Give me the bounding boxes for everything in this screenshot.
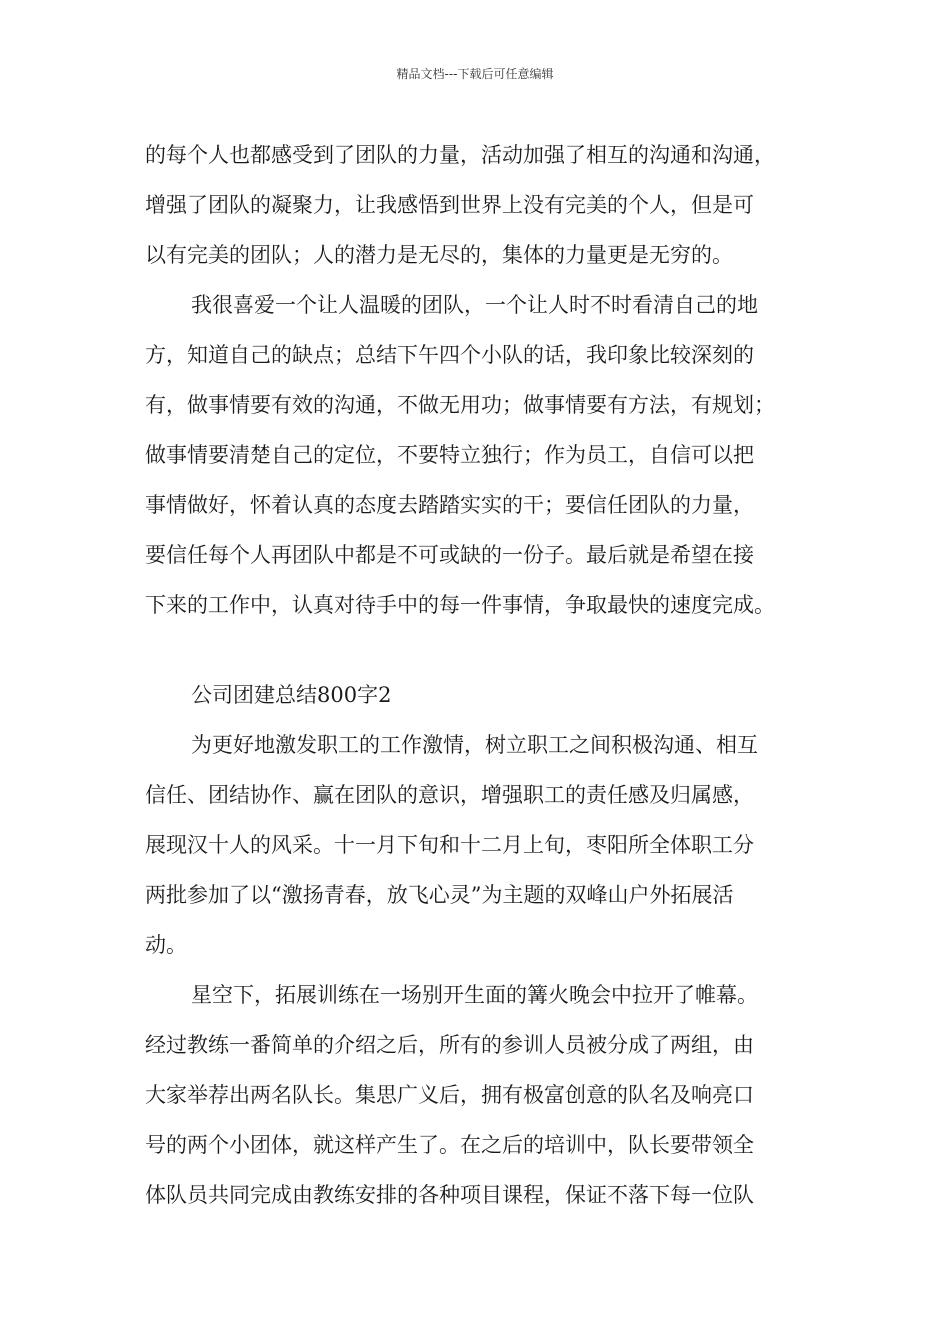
text-line: 方，知道自己的缺点；总结下午四个小队的话，我印象比较深刻的 — [145, 343, 754, 367]
text-line: 展现汉十人的风采。十一月下旬和十二月上旬，枣阳所全体职工分 — [145, 833, 754, 857]
section-heading — [145, 670, 825, 720]
text-line: 大家举荐出两名队长。集思广义后，拥有极富创意的队名及响亮口 — [145, 1083, 754, 1107]
text-line: 信任、团结协作、赢在团队的意识，增强职工的责任感及归属感， — [145, 783, 754, 807]
text-line: 两批参加了以“激扬青春，放飞心灵”为主题的双峰山户外拓展活 — [145, 883, 734, 907]
section-spacer — [145, 630, 825, 670]
text-line: 要信任每个人再团队中都是不可或缺的一份子。最后就是希望在接 — [145, 543, 754, 567]
document-body — [145, 130, 825, 1220]
text-line: 的每个人也都感受到了团队的力量，活动加强了相互的沟通和沟通， — [145, 143, 775, 167]
text-line: 为更好地激发职工的工作激情，树立职工之间积极沟通、相互 — [191, 733, 758, 757]
paragraph-3 — [145, 720, 825, 970]
section-title: 公司团建总结800字2 — [191, 683, 392, 707]
text-line: 有，做事情要有效的沟通，不做无用功；做事情要有方法，有规划； — [145, 393, 775, 417]
text-line: 星空下，拓展训练在一场别开生面的篝火晚会中拉开了帷幕。 — [191, 983, 758, 1007]
text-line: 增强了团队的凝聚力，让我感悟到世界上没有完美的个人，但是可 — [145, 193, 754, 217]
text-line: 我很喜爱一个让人温暖的团队，一个让人时不时看清自己的地 — [191, 293, 758, 317]
text-line: 体队员共同完成由教练安排的各种项目课程，保证不落下每一位队 — [145, 1183, 754, 1207]
text-line: 号的两个小团体，就这样产生了。在之后的培训中，队长要带领全 — [145, 1133, 754, 1157]
paragraph-4 — [145, 970, 825, 1220]
paragraph-1 — [145, 130, 825, 280]
text-line: 动。 — [145, 933, 187, 957]
page-header: 精品文档---下载后可任意编辑 — [396, 67, 554, 81]
text-line: 做事情要清楚自己的定位，不要特立独行；作为员工，自信可以把 — [145, 443, 754, 467]
paragraph-2 — [145, 280, 825, 630]
text-line: 事情做好，怀着认真的态度去踏踏实实的干；要信任团队的力量， — [145, 493, 754, 517]
text-line: 以有完美的团队；人的潜力是无尽的，集体的力量更是无穷的。 — [145, 243, 733, 267]
text-line: 经过教练一番简单的介绍之后，所有的参训人员被分成了两组，由 — [145, 1033, 754, 1057]
text-line: 下来的工作中，认真对待手中的每一件事情，争取最快的速度完成。 — [145, 593, 775, 617]
